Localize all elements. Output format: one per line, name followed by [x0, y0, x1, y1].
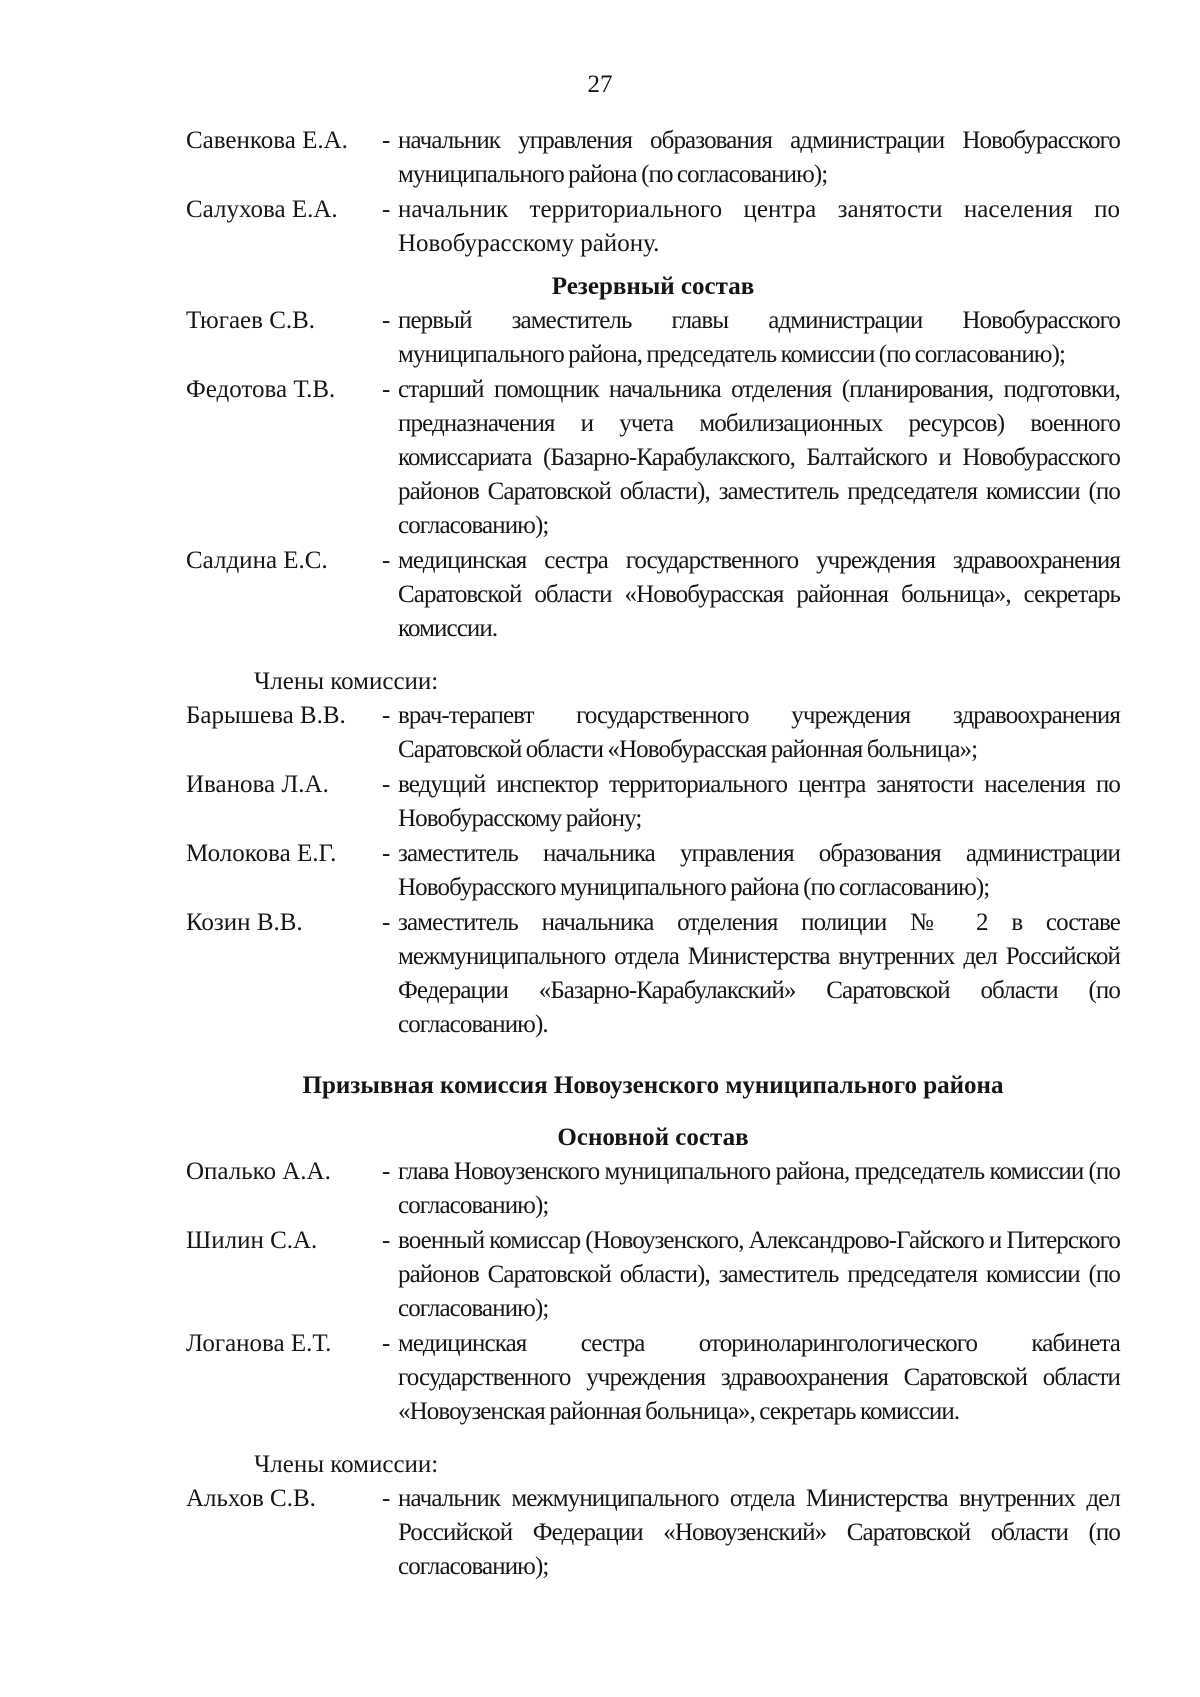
member-name: Федотова Т.В. — [186, 376, 336, 403]
member-position: начальник межмуниципального отдела Министерства внутренних дел Российской Федерации «Новоузенский» Саратовской области (по согласованию); — [398, 1485, 1120, 1580]
member-entry — [186, 124, 1120, 192]
member-entry — [186, 544, 1120, 646]
member-position: первый заместитель главы администрации Новобурасского муниципального района, председатель комиссии (по согласованию); — [398, 307, 1120, 368]
entry-dash: - — [382, 196, 391, 223]
member-position: ведущий инспектор территориального центра занятости населения по Новобурасскому району; — [398, 771, 1120, 832]
member-entry — [186, 1224, 1120, 1326]
entry-dash: - — [382, 771, 391, 798]
entry-dash: - — [382, 307, 391, 334]
member-name: Логанова Е.Т. — [186, 1330, 332, 1357]
member-entry — [186, 1327, 1120, 1429]
member-entry — [186, 837, 1120, 905]
member-position: медицинская сестра оториноларингологического кабинета государственного учреждения здравоохранения Саратовской области «Новоузенская районная больница», секретарь комиссии. — [398, 1330, 1120, 1425]
member-entry — [186, 768, 1120, 836]
section-heading-reserve: Резервный состав — [551, 273, 755, 300]
entry-dash: - — [382, 376, 391, 403]
entry-dash: - — [382, 1227, 391, 1254]
member-entry — [186, 373, 1120, 543]
entry-dash: - — [382, 1330, 391, 1357]
members-label: Члены комиссии: — [254, 668, 439, 695]
member-name: Салухова Е.А. — [186, 196, 338, 223]
member-name: Козин В.В. — [186, 909, 303, 936]
member-entry — [186, 906, 1120, 1042]
member-position: военный комиссар (Новоузенского, Александрово-Гайского и Питерского районов Саратовской области), заместитель председателя комиссии (по согласованию); — [398, 1227, 1120, 1322]
member-position: начальник управления образования администрации Новобурасского муниципального района (по согласованию); — [398, 127, 1120, 188]
entry-dash: - — [382, 127, 391, 154]
member-name: Опалько А.А. — [186, 1158, 331, 1185]
document-body — [186, 124, 1120, 1585]
member-name: Барышева В.В. — [186, 702, 346, 729]
entry-dash: - — [382, 840, 391, 867]
member-name: Молокова Е.Г. — [186, 840, 337, 867]
entry-dash: - — [382, 702, 391, 729]
commission-heading: Призывная комиссия Новоузенского муниципального района — [302, 1072, 1004, 1099]
member-entry — [186, 304, 1120, 372]
member-name: Салдина Е.С. — [186, 547, 328, 574]
entry-dash: - — [382, 1158, 391, 1185]
member-entry — [186, 193, 1120, 261]
entry-dash: - — [382, 909, 391, 936]
entry-dash: - — [382, 1485, 391, 1512]
member-name: Альхов С.В. — [186, 1485, 316, 1512]
member-entry — [186, 699, 1120, 767]
member-entry — [186, 1155, 1120, 1223]
member-position: врач-терапевт государственного учреждения здравоохранения Саратовской области «Новобурасская районная больница»; — [398, 702, 1120, 763]
members-label: Члены комиссии: — [254, 1451, 439, 1478]
section-heading-main: Основной состав — [557, 1124, 749, 1151]
member-position: глава Новоузенского муниципального района, председатель комиссии (по согласованию); — [398, 1158, 1120, 1219]
member-name: Тюгаев С.В. — [186, 307, 316, 334]
member-name: Савенкова Е.А. — [186, 127, 348, 154]
member-position: старший помощник начальника отделения (планирования, подготовки, предназначения и учета мобилизационных ресурсов) военного комиссариата (Базарно-Карабулакского, Балтайского и Новобурасского районов Саратовской области), заместитель председателя комиссии (по согласованию); — [398, 376, 1120, 539]
member-name: Иванова Л.А. — [186, 771, 329, 798]
entry-dash: - — [382, 547, 391, 574]
member-name: Шилин С.А. — [186, 1227, 318, 1254]
member-position: начальник территориального центра занятости населения по Новобурасскому району. — [398, 196, 1120, 257]
member-position: заместитель начальника управления образования администрации Новобурасского муниципального района (по согласованию); — [398, 840, 1120, 901]
member-position: заместитель начальника отделения полиции № 2 в составе межмуниципального отдела Министерства внутренних дел Российской Федерации «Базарно-Карабулакский» Саратовской области (по согласованию). — [398, 909, 1120, 1038]
page-number: 27 — [587, 71, 613, 98]
member-entry — [186, 1482, 1120, 1584]
member-position: медицинская сестра государственного учреждения здравоохранения Саратовской области «Новобурасская районная больница», секретарь комиссии. — [398, 547, 1120, 642]
